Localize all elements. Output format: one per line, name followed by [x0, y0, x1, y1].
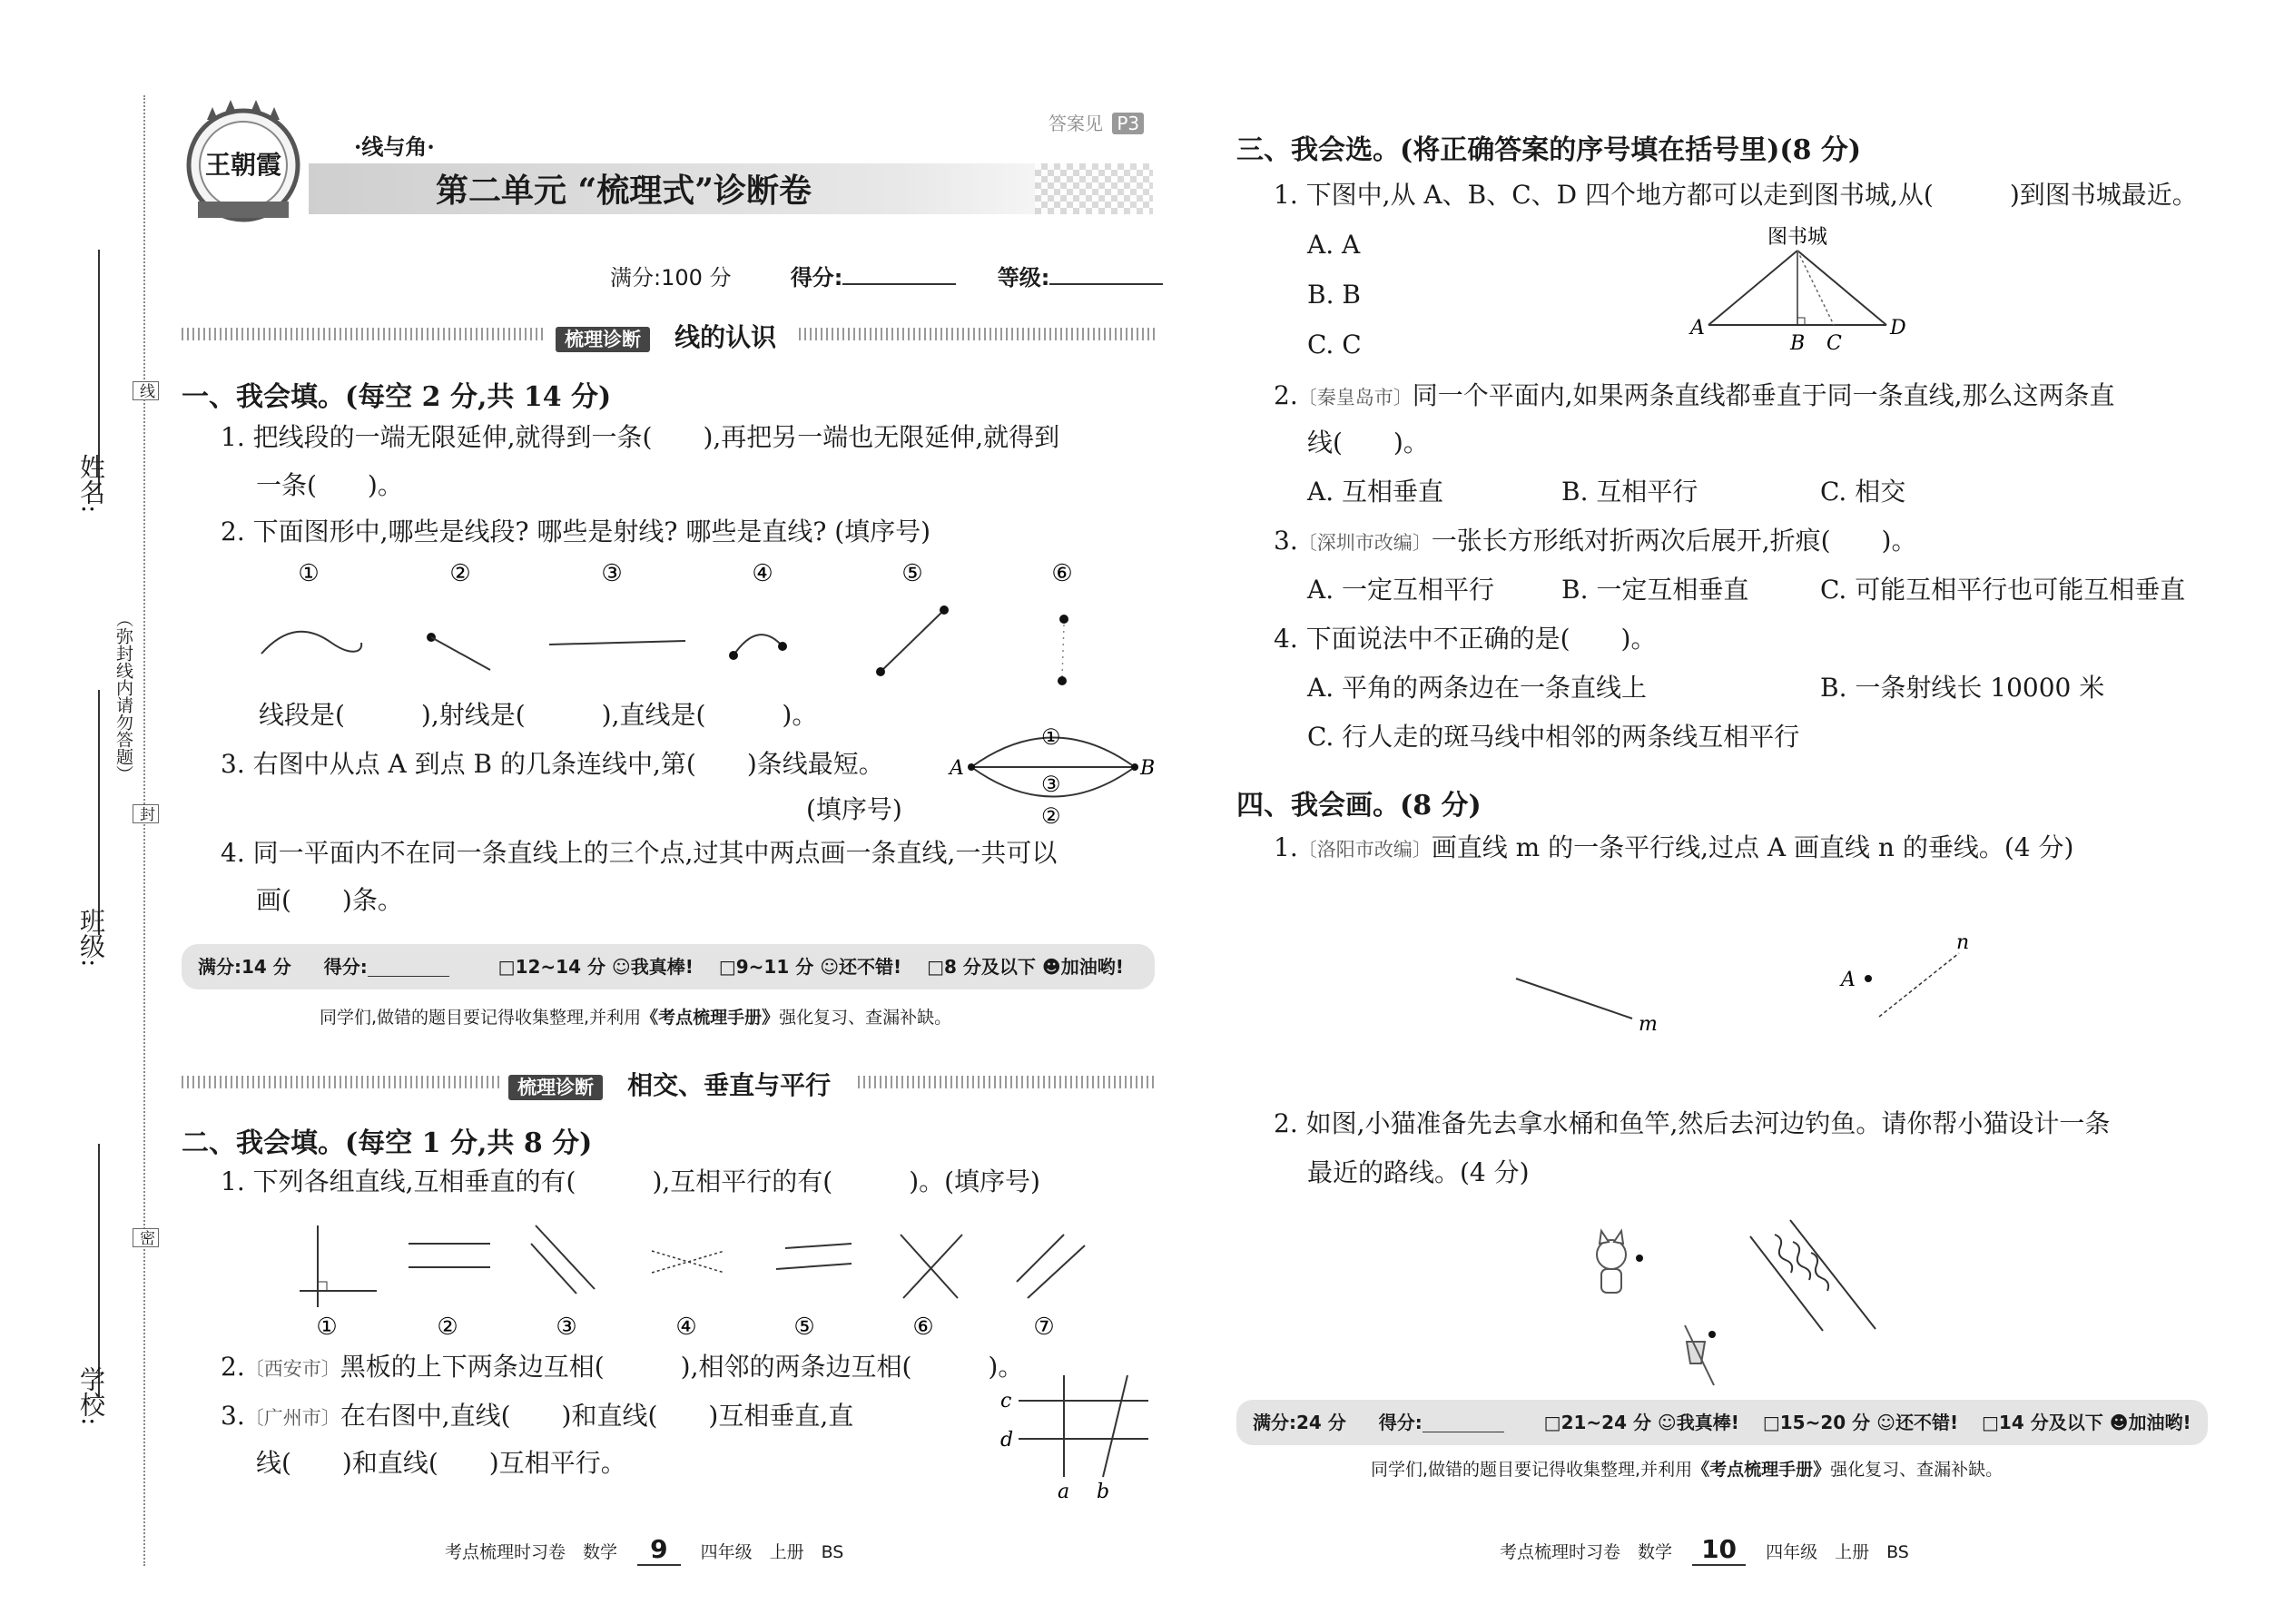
s1-line-figures	[245, 554, 1098, 699]
s3-q3-opt-b: B. 一定互相垂直	[1561, 575, 1749, 605]
s1-arc-figure	[944, 717, 1162, 826]
footer-right-page: 10	[1692, 1534, 1746, 1566]
s1-q2-answers: 线段是( ),射线是( ),直线是( )。	[259, 700, 818, 730]
s3-q2a	[1274, 378, 2115, 416]
pair6-intersecting	[901, 1235, 962, 1298]
s2-q3a	[221, 1398, 853, 1436]
tri-label-d: D	[1890, 317, 1906, 340]
sec2-header	[508, 1066, 831, 1102]
note-2-book: 《考点梳理手册》	[1692, 1460, 1831, 1480]
line-n	[1879, 953, 1959, 1017]
label-d: d	[1000, 1429, 1014, 1452]
pair3-parallel-diagonal	[531, 1225, 595, 1294]
fig2-label: ②	[449, 560, 471, 587]
note-2-post: 强化复习、查漏补缺。	[1830, 1460, 2004, 1480]
answer-ref-page: P3	[1112, 113, 1144, 134]
pair4-crossing	[652, 1251, 724, 1273]
note-1-post: 强化复习、查漏补缺。	[779, 1008, 952, 1028]
logo-text: 王朝霞	[204, 150, 281, 180]
fig5-label: ⑤	[901, 560, 923, 587]
s3-q3	[1274, 523, 1916, 561]
footer-right-post: 四年级 上册 BS	[1766, 1542, 1909, 1562]
sec3-heading: 三、我会选。(将正确答案的序号填在括号里)(8 分)	[1236, 134, 1862, 166]
s2-q2-source: 〔西安市〕	[244, 1358, 340, 1380]
s2-line-pairs	[290, 1207, 1108, 1343]
s3-q1-opt-c: C. C	[1307, 330, 1362, 359]
full-score: 满分:100 分	[610, 265, 732, 290]
s3-q3-text: 一张长方形纸对折两次后展开,折痕( )。	[1431, 526, 1917, 556]
arc-label-3: ③	[1041, 772, 1061, 797]
class-label: 班级:	[76, 908, 106, 968]
s3-q4-opt-c: C. 行人走的斑马线中相邻的两条线互相平行	[1307, 722, 1800, 752]
logo	[180, 100, 307, 227]
pair5-label: ⑤	[793, 1314, 815, 1341]
s3-triangle-figure	[1689, 218, 1906, 354]
footer-right	[1500, 1534, 1909, 1564]
sb2-opt3[interactable]: □14 分及以下	[1982, 1412, 2103, 1433]
s3-q2-opt-a: A. 互相垂直	[1307, 477, 1444, 507]
sec4-heading: 四、我会画。(8 分)	[1236, 790, 1482, 822]
pair7-parallel-diagonal	[1017, 1235, 1085, 1298]
s4-q1-text: 画直线 m 的一条平行线,过点 A 画直线 n 的垂线。(4 分)	[1431, 832, 2074, 862]
s4-q1-num: 1.	[1274, 832, 1298, 862]
sb1-score-field[interactable]	[368, 950, 449, 977]
s3-q2-text: 同一个平面内,如果两条直线都垂直于同一条直线,那么这两条直	[1412, 380, 2115, 410]
s3-q4-opt-a: A. 平角的两条边在一条直线上	[1307, 673, 1648, 703]
cat-icon	[1597, 1231, 1626, 1293]
label-a: a	[1058, 1481, 1070, 1502]
topic: ·线与角·	[354, 133, 435, 160]
sb2-score-field[interactable]	[1423, 1406, 1504, 1432]
label-m: m	[1639, 1013, 1658, 1036]
pair2-label: ②	[437, 1314, 458, 1341]
footer-right-pre: 考点梳理时习卷 数学	[1500, 1542, 1673, 1562]
sec1-heading: 一、我会填。(每空 2 分,共 14 分)	[182, 381, 612, 413]
sec2-tag: 梳理诊断	[508, 1075, 603, 1100]
smile-icon: ☺	[1876, 1412, 1895, 1433]
footer-left	[445, 1534, 843, 1564]
school-line	[98, 1144, 100, 1398]
cheer-icon: ☻	[1041, 956, 1061, 978]
note-1	[320, 1004, 951, 1029]
label-b: b	[1097, 1481, 1110, 1502]
footer-left-pre: 考点梳理时习卷 数学	[445, 1542, 618, 1562]
sec2-hatch-right	[858, 1076, 1155, 1088]
s2-q3-source: 〔广州市〕	[244, 1407, 340, 1429]
bucket-dot	[1708, 1331, 1716, 1338]
sb2-full: 满分:24 分	[1253, 1412, 1346, 1433]
sec1-title: 线的认识	[674, 322, 777, 352]
s3-q3-source: 〔深圳市改编〕	[1297, 532, 1432, 554]
pair3-label: ③	[556, 1314, 577, 1341]
fig1-label: ①	[298, 560, 320, 587]
title-checker	[1035, 163, 1153, 214]
sec1-hatch-left	[182, 328, 545, 340]
s1-q3: 3. 右图中从点 A 到点 B 的几条连线中,第( )条线最短。	[221, 749, 884, 779]
sec1-tag: 梳理诊断	[556, 327, 650, 352]
s3-q1-opt-a: A. A	[1307, 230, 1361, 260]
sb2-opt1-text: 我真棒!	[1676, 1412, 1739, 1433]
binding-notice: （弥封线内请勿答题）	[113, 610, 133, 782]
smile-icon: ☺	[611, 956, 631, 978]
s4-draw-figure	[1498, 926, 1988, 1062]
sb1-opt2-text: 还不错!	[839, 956, 902, 978]
pair1-label: ①	[316, 1314, 338, 1341]
s1-q4a: 4. 同一平面内不在同一条直线上的三个点,过其中两点画一条直线,一共可以	[221, 838, 1058, 868]
sb1-opt2[interactable]: □9~11 分	[718, 956, 814, 978]
label-c: c	[1000, 1390, 1012, 1412]
fig4-label: ④	[752, 560, 773, 587]
s2-q3-text: 在右图中,直线( )和直线( )互相垂直,直	[340, 1401, 854, 1431]
smile-icon: ☺	[1657, 1412, 1677, 1433]
cheer-icon: ☻	[2109, 1412, 2129, 1433]
s1-q1a: 1. 把线段的一端无限延伸,就得到一条( ),再把另一端也无限延伸,就得到	[221, 422, 1060, 452]
s3-q4-opt-b: B. 一条射线长 10000 米	[1820, 673, 2105, 703]
line-m	[1516, 979, 1632, 1019]
s3-q2b: 线( )。	[1307, 428, 1429, 458]
mark-feng: 封	[133, 804, 159, 823]
s3-q1-opt-b: B. B	[1307, 280, 1361, 310]
sec1-hatch-right	[799, 328, 1155, 340]
mark-xian: 线	[133, 381, 159, 400]
score-label: 得分:	[790, 265, 843, 290]
s3-q2-opt-c: C. 相交	[1820, 477, 1906, 507]
s2-q3b: 线( )和直线( )互相平行。	[256, 1448, 626, 1478]
sb1-full: 满分:14 分	[198, 956, 291, 978]
page-title: 第二单元 “梳理式”诊断卷	[436, 172, 812, 210]
answer-ref	[1049, 109, 1144, 135]
point-a-dot	[1865, 975, 1872, 982]
s4-q1	[1274, 830, 2073, 868]
sb2-opt1[interactable]: □21~24 分	[1543, 1412, 1651, 1433]
pair7-label: ⑦	[1033, 1314, 1055, 1341]
cat-dot	[1636, 1255, 1643, 1262]
note-2-pre: 同学们,做错的题目要记得收集整理,并利用	[1371, 1460, 1693, 1480]
sb1-opt3-text: 加油哟!	[1060, 956, 1124, 978]
fig3-straight-line	[549, 641, 685, 645]
fig4-arc	[729, 635, 787, 660]
sb1-opt3[interactable]: □8 分及以下	[927, 956, 1036, 978]
label-a: A	[1841, 969, 1856, 991]
s4-q2b: 最近的路线。(4 分)	[1307, 1157, 1530, 1187]
tri-label-a: A	[1690, 317, 1705, 340]
mark-mi: 密	[133, 1228, 159, 1247]
footer-left-post: 四年级 上册 BS	[700, 1542, 844, 1562]
binding-dotted-line	[143, 95, 145, 1566]
s2-q3-num: 3.	[221, 1401, 245, 1431]
footer-left-page: 9	[637, 1534, 680, 1566]
arc-label-2: ②	[1041, 803, 1061, 826]
sb2-opt2[interactable]: □15~20 分	[1762, 1412, 1871, 1433]
s3-q3-opt-c: C. 可能互相平行也可能互相垂直	[1820, 575, 2186, 605]
fig6-label: ⑥	[1051, 560, 1073, 587]
s2-grid-figure	[989, 1366, 1153, 1502]
grade-label: 等级:	[997, 265, 1050, 290]
s3-q2-opt-b: B. 互相平行	[1561, 477, 1698, 507]
score-line	[610, 260, 1163, 296]
sec2-title: 相交、垂直与平行	[627, 1070, 832, 1100]
s2-q2-text: 黑板的上下两条边互相( ),相邻的两条边互相( )。	[340, 1352, 1024, 1382]
sb1-opt1-text: 我真棒!	[630, 956, 694, 978]
note-1-book: 《考点梳理手册》	[641, 1008, 780, 1028]
note-1-pre: 同学们,做错的题目要记得收集整理,并利用	[320, 1008, 642, 1028]
sb2-opt2-text: 还不错!	[1895, 1412, 1959, 1433]
line-b	[1103, 1375, 1127, 1477]
binding-strip	[0, 0, 154, 1624]
point-a: A	[950, 757, 964, 780]
score-field[interactable]	[842, 283, 956, 285]
fig2-ray	[427, 633, 490, 670]
sec1-header	[556, 318, 776, 354]
s3-q2-num: 2.	[1274, 380, 1298, 410]
score-bar-2	[1236, 1400, 2208, 1445]
s3-q4: 4. 下面说法中不正确的是( )。	[1274, 624, 1657, 654]
school-label: 学校:	[76, 1366, 106, 1426]
river-icon	[1750, 1220, 1876, 1331]
pair6-label: ⑥	[912, 1314, 934, 1341]
pair2-parallel-horizontal	[409, 1244, 490, 1267]
s3-q1: 1. 下图中,从 A、B、C、D 四个地方都可以走到图书城,从( )到图书城最近。	[1274, 180, 2198, 210]
fig1-wavy-line	[261, 632, 361, 654]
s2-q1: 1. 下列各组直线,互相垂直的有( ),互相平行的有( )。(填序号)	[221, 1166, 1040, 1196]
smile-icon: ☺	[820, 956, 840, 978]
s4-cat-figure	[1580, 1207, 1906, 1389]
fig6-dotted	[1058, 615, 1068, 685]
note-2	[1371, 1456, 2003, 1481]
tri-label-b: B	[1790, 332, 1806, 354]
s2-q2	[221, 1349, 1023, 1387]
s3-q2-source: 〔秦皇岛市〕	[1297, 387, 1413, 408]
grade-field[interactable]	[1049, 283, 1163, 285]
s1-q1b: 一条( )。	[256, 470, 403, 500]
fig3-label: ③	[601, 560, 623, 587]
s4-q1-source: 〔洛阳市改编〕	[1297, 839, 1432, 861]
pair5-converging	[776, 1244, 852, 1269]
s1-q4b: 画( )条。	[256, 885, 403, 915]
s1-q2: 2. 下面图形中,哪些是线段? 哪些是射线? 哪些是直线? (填序号)	[221, 517, 931, 546]
s3-q3-num: 3.	[1274, 526, 1298, 556]
tri-label-bookcity: 图书城	[1767, 226, 1828, 249]
s2-q2-num: 2.	[221, 1352, 245, 1382]
s4-q2a: 2. 如图,小猫准备先去拿水桶和鱼竿,然后去河边钓鱼。请你帮小猫设计一条	[1274, 1108, 2111, 1138]
sb2-opt3-text: 加油哟!	[2128, 1412, 2191, 1433]
arc-label-1: ①	[1041, 724, 1061, 750]
pair1-perpendicular	[300, 1225, 377, 1307]
name-label: 姓名:	[76, 454, 106, 514]
answer-ref-label: 答案见	[1049, 113, 1103, 134]
pair4-label: ④	[675, 1314, 697, 1341]
fig5-segment	[876, 605, 949, 676]
score-bar-1	[182, 944, 1155, 989]
label-n: n	[1956, 931, 1970, 954]
sb1-opt1[interactable]: □12~14 分	[497, 956, 605, 978]
s1-q3b: (填序号)	[806, 794, 902, 824]
sec2-heading: 二、我会填。(每空 1 分,共 8 分)	[182, 1127, 593, 1159]
point-b: B	[1140, 757, 1156, 780]
tri-label-c: C	[1826, 332, 1842, 354]
s3-q3-opt-a: A. 一定互相平行	[1307, 575, 1495, 605]
sec2-hatch-left	[182, 1076, 499, 1088]
sb2-got: 得分:	[1378, 1412, 1423, 1433]
sb1-got: 得分:	[323, 956, 368, 978]
class-line	[98, 690, 100, 935]
